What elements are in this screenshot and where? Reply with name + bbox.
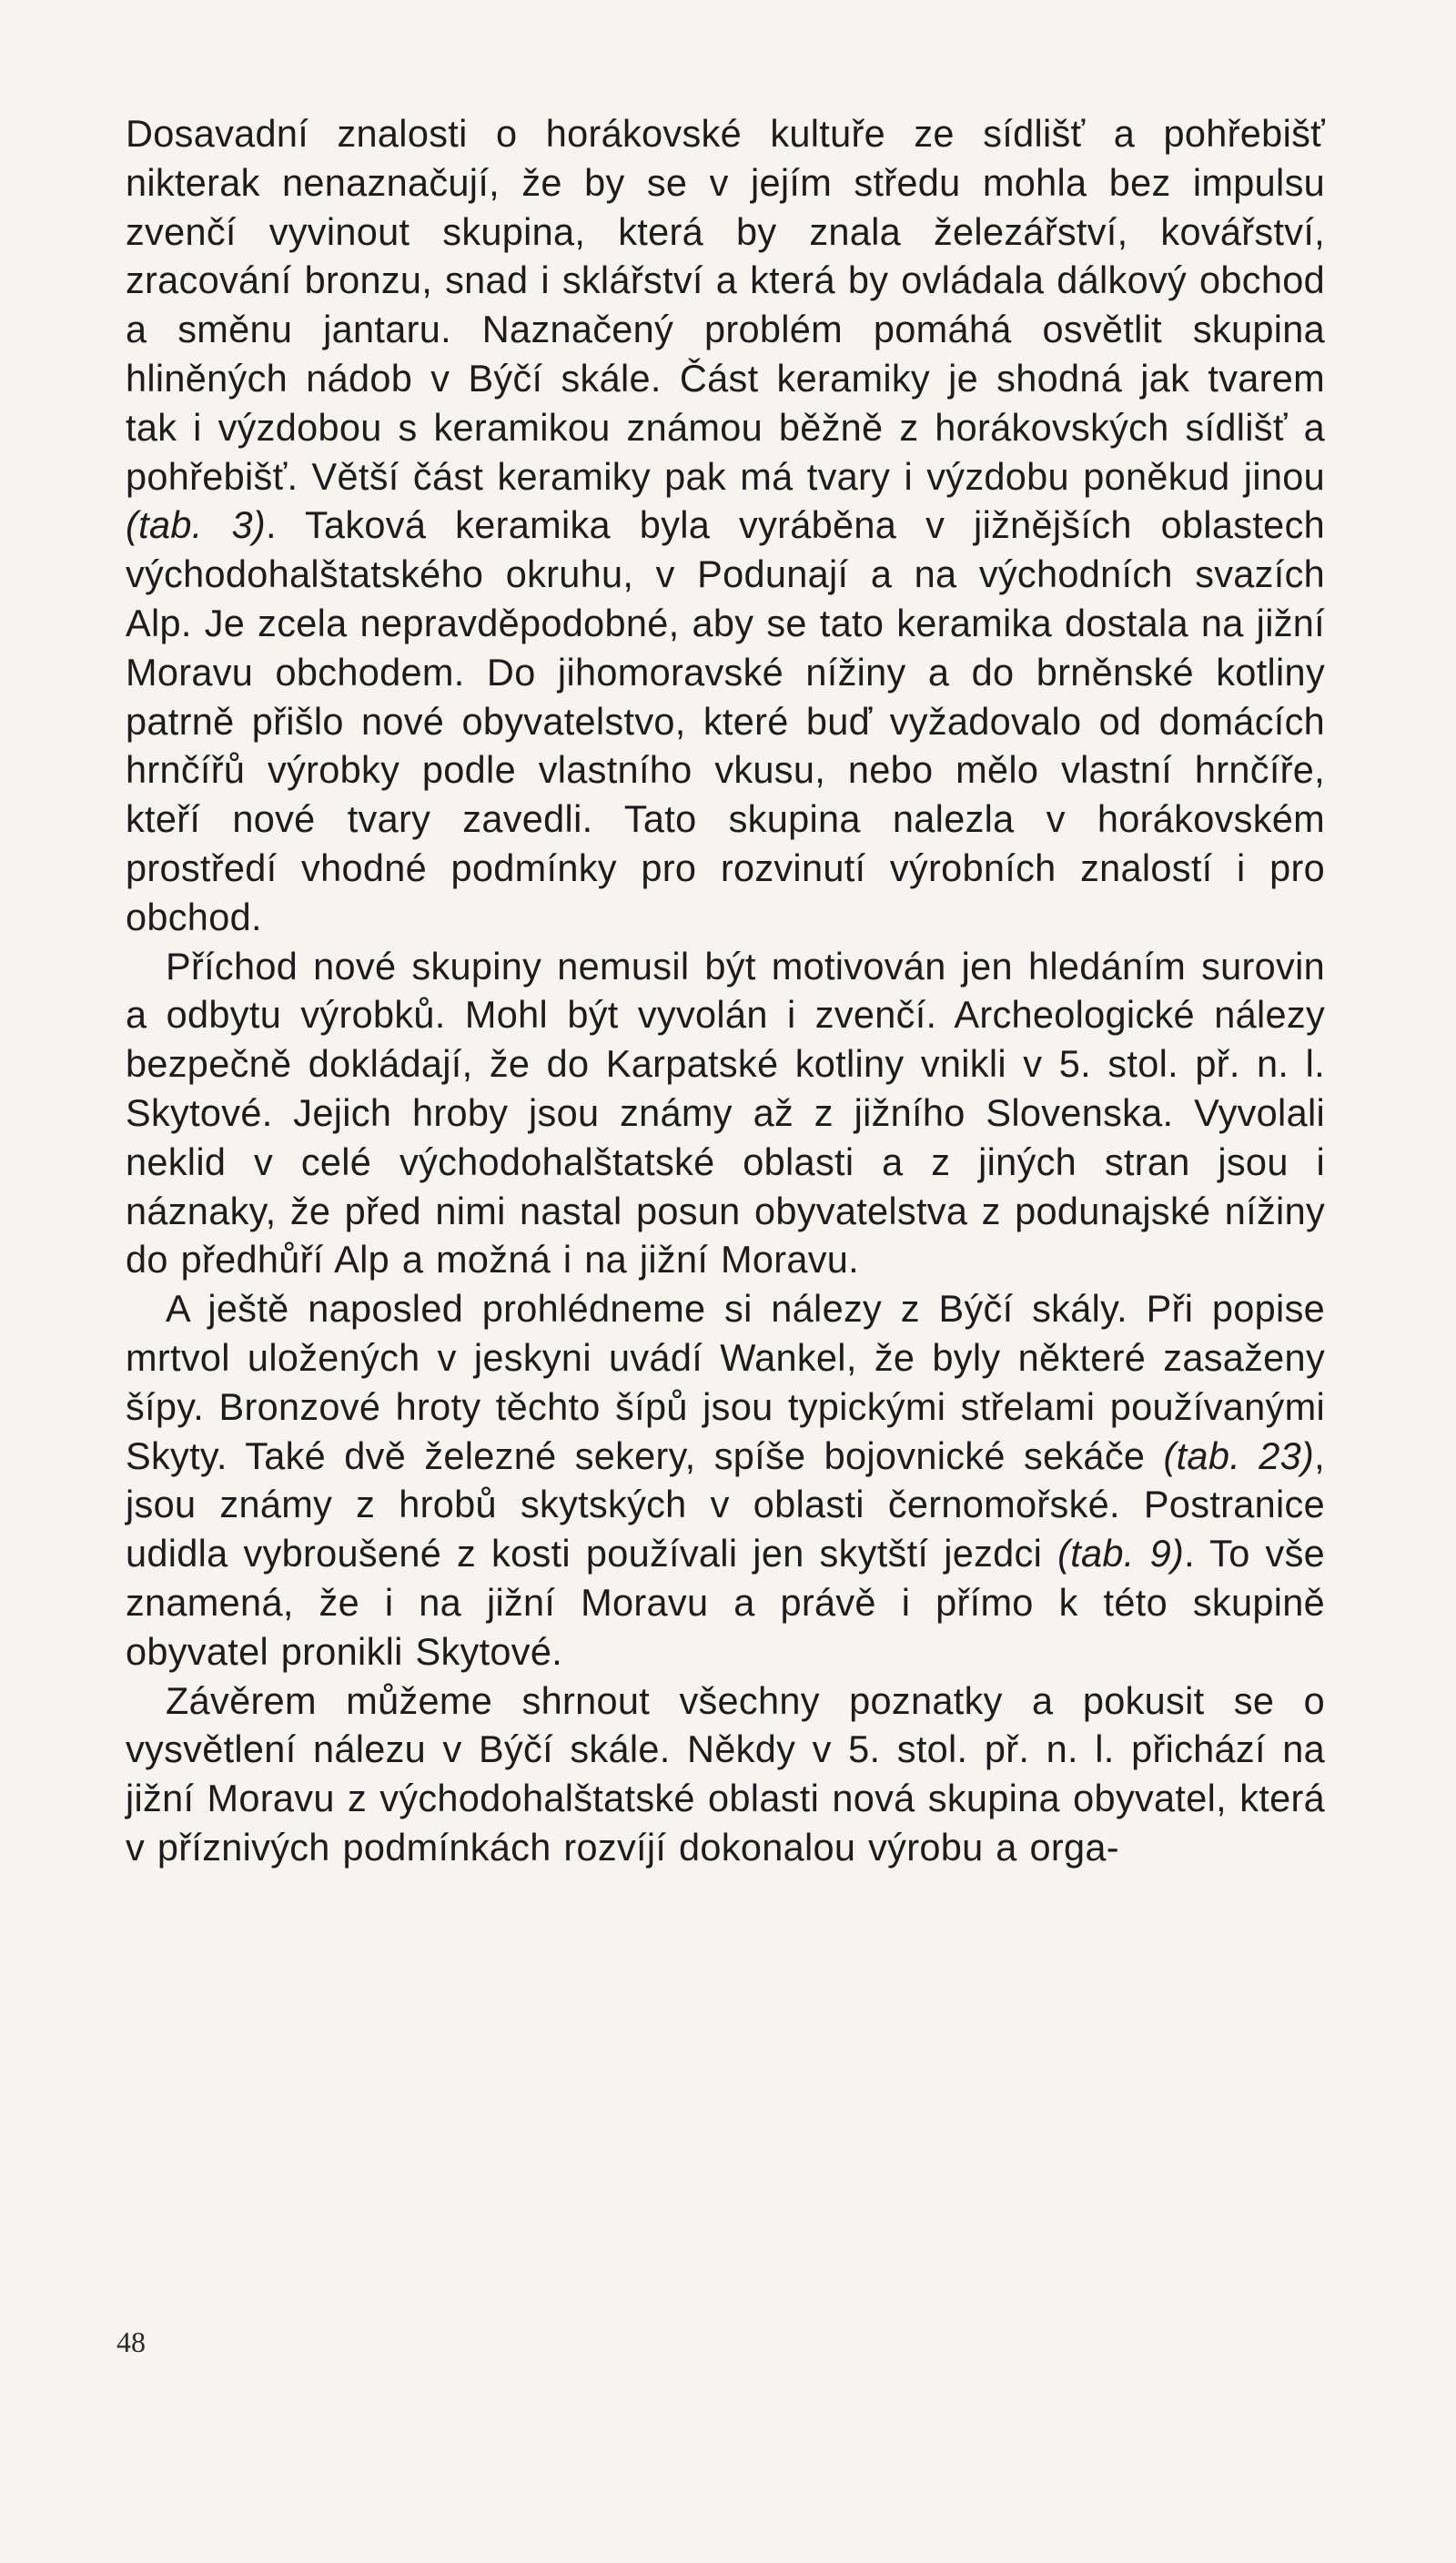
paragraph-4 (126, 1677, 1325, 1872)
page-number: 48 (116, 2325, 146, 2358)
paragraph-2 (126, 942, 1325, 1285)
text-run: Závěrem můžeme shrnout všechny poznatky a pokusit se o vysvětlení nálezu v Býčí skále. Někdy v 5. stol. př. n. l. přichází na jižní Moravu z východohalštatské oblasti nová skupina obyvatel, která v příznivých podmínkách rozvíjí dokonalou výrobu a orga- (126, 1678, 1325, 1869)
text-run: Příchod nové skupiny nemusil být motivován jen hledáním surovin a odbytu výrobků. Mohl být vyvolán i zvenčí. Archeologické nálezy bezpečně dokládají, že do Karpatské kotliny vnikli v 5. stol. př. n. l. Skytové. Jejich hroby jsou známy až z jižního Slovenska. Vyvolali neklid v celé východohalštatské oblasti a z jiných stran jsou i náznaky, že před nimi nastal posun obyvatelstva z podunajské nížiny do předhůří Alp a možná i na jižní Moravu. (126, 944, 1325, 1282)
table-reference: (tab. 23) (1163, 1433, 1315, 1477)
text-run: Dosavadní znalosti o horákovské kultuře ze sídlišť a pohřebišť nikterak nenaznačují, že by se v jejím středu mohla bez impulsu zvenčí vyvinout skupina, která by znala železářství, kovářství, zracování bronzu, snad i sklářství a která by ovládala dálkový obchod a směnu jantaru. Naznačený problém pomáhá osvětlit skupina hliněných nádob v Býčí skále. Část keramiky je shodná jak tvarem tak i výzdobou s keramikou známou běžně z horákovských sídlišť a pohřebišť. Větší část keramiky pak má tvary i výzdobu poněkud jinou (126, 112, 1325, 498)
text-run: . Taková keramika byla vyráběna v jižnějších oblastech východohalštatského okruhu, v Podunají a na východních svazích Alp. Je zcela nepravděpodobné, aby se tato keramika dostala na jižní Moravu obchodem. Do jihomoravské nížiny a do brněnské kotliny patrně přišlo nové obyvatelstvo, které buď vyžadovalo od domácích hrnčířů výrobky podle vlastního vkusu, nebo mělo vlastní hrnčíře, kteří nové tvary zavedli. Tato skupina nalezla v horákovském prostředí vhodné podmínky pro rozvinutí výrobních znalostí i pro obchod. (126, 503, 1325, 938)
table-reference: (tab. 3) (126, 503, 266, 547)
text-run: . To vše znamená, že i na jižní Moravu a právě i přímo k této skupině obyvatel pronikli Skytové. (126, 1532, 1326, 1673)
paragraph-3 (126, 1284, 1325, 1676)
table-reference: (tab. 9) (1057, 1532, 1185, 1575)
text-run: , jsou známy z hrobů skytských v oblasti černomořské. Postranice udidla vybroušené z kosti používali jen skytští jezdci (126, 1433, 1325, 1575)
text-run: A ještě naposled prohlédneme si nálezy z Býčí skály. Při popise mrtvol uložených v jeskyni uvádí Wankel, že byly některé zasaženy šípy. Bronzové hroty těchto šípů jsou typickými střelami používanými Skyty. Také dvě železné sekery, spíše bojovnické sekáče (126, 1287, 1325, 1477)
body-text (126, 109, 1325, 1872)
paragraph-1 (126, 109, 1325, 942)
